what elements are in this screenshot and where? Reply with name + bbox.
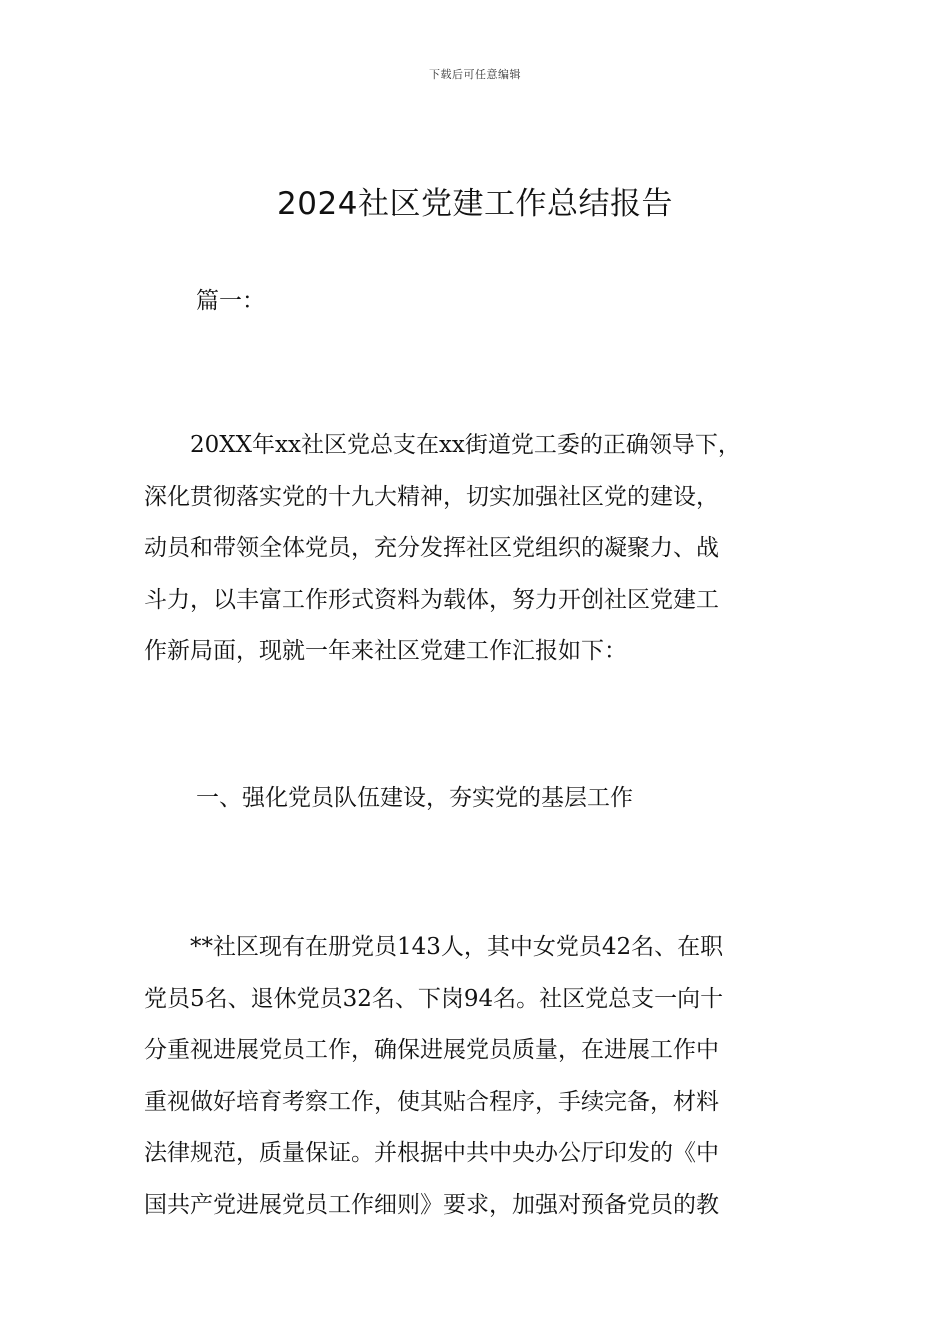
document-title: 2024社区党建工作总结报告 xyxy=(277,186,673,222)
intro-paragraph: 20XX年xx社区党总支在xx街道党工委的正确领导下， 深化贯彻落实党的十九大精神，切实加强社区党的建设， 动员和带领全体党员，充分发挥社区党组织的凝聚力、战 斗力，以丰富工作形式资料为载体，努力开创社区党建工 作新局面，现就一年来社区党建工作汇报如下： xyxy=(144,432,741,664)
header-note: 下载后可任意编辑 xyxy=(429,68,521,81)
members-paragraph: **社区现有在册党员143人，其中女党员42名、在职 党员5名、退休党员32名、下岗94名。社区党总支一向十 分重视进展党员工作，确保进展党员质量，在进展工作中 重视做好培育考察工作，使其贴合程序，手续完备，材料 法律规范，质量保证。并根据中共中央办公厅印发的《中 国共产党进展党员工作细则》要求，加强对预备党员的教 xyxy=(144,934,724,1218)
section-heading: 一、强化党员队伍建设，夯实党的基层工作 xyxy=(196,785,633,811)
part-label: 篇一： xyxy=(196,288,265,314)
